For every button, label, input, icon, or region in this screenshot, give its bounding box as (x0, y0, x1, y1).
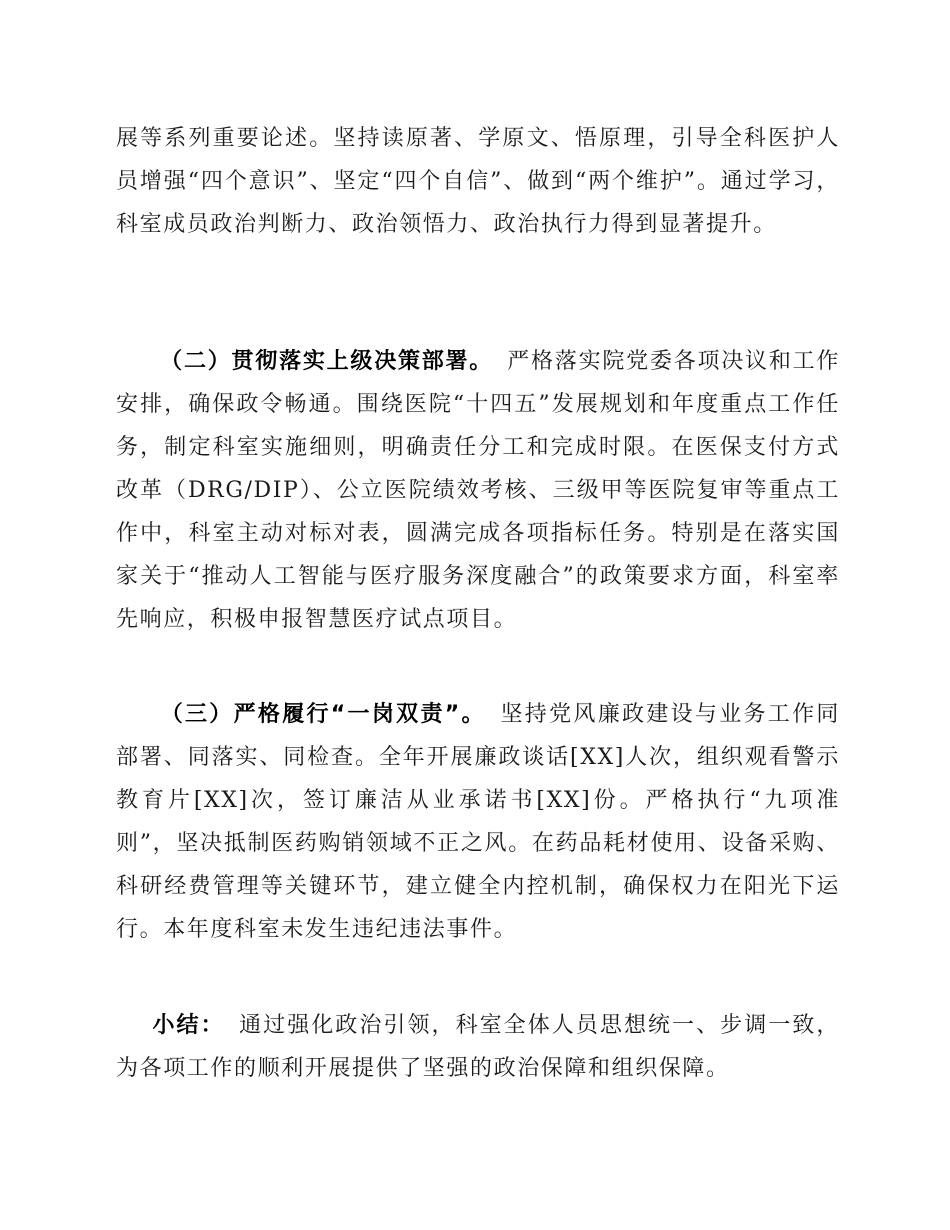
paragraph-implement-decisions (116, 340, 840, 641)
section-heading-two: （二）贯彻落实上级决策部署。 (160, 349, 494, 374)
paragraph-political-study (116, 117, 840, 246)
paragraph-text: 严格落实院党委各项决议和工作安排，确保政令畅通。围绕医院“十四五”发展规划和年度重点工作任务，制定科室实施细则，明确责任分工和完成时限。在医保支付方式改革（DRG/DIP）、公立医院绩效考核、三级甲等医院复审等重点工作中，科室主动对标对表，圆满完成各项指标任务。特别是在落实国家关于“推动人工智能与医疗服务深度融合”的政策要求方面，科室率先响应，积极申报智慧医疗试点项目。 (116, 349, 840, 632)
paragraph-text: 展等系列重要论述。坚持读原著、学原文、悟原理，引导全科医护人员增强“四个意识”、坚定“四个自信”、做到“两个维护”。通过学习，科室成员政治判断力、政治领悟力、政治执行力得到显著提升。 (116, 126, 840, 237)
paragraph-text: 通过强化政治引领，科室全体人员思想统一、步调一致，为各项工作的顺利开展提供了坚强的政治保障和组织保障。 (116, 1013, 840, 1081)
paragraph-summary (116, 1004, 840, 1090)
paragraph-text: 坚持党风廉政建设与业务工作同部署、同落实、同检查。全年开展廉政谈话[XX]人次，组织观看警示教育片[XX]次，签订廉洁从业承诺书[XX]份。严格执行“九项准则”，坚决抵制医药购销领域不正之风。在药品耗材使用、设备采购、科研经费管理等关键环节，建立健全内控机制，确保权力在阳光下运行。本年度科室未发生违纪违法事件。 (116, 702, 840, 942)
paragraph-dual-responsibility (116, 693, 840, 951)
section-heading-three: （三）严格履行“一岗双责”。 (160, 702, 486, 727)
summary-heading: 小结： (152, 1013, 225, 1038)
